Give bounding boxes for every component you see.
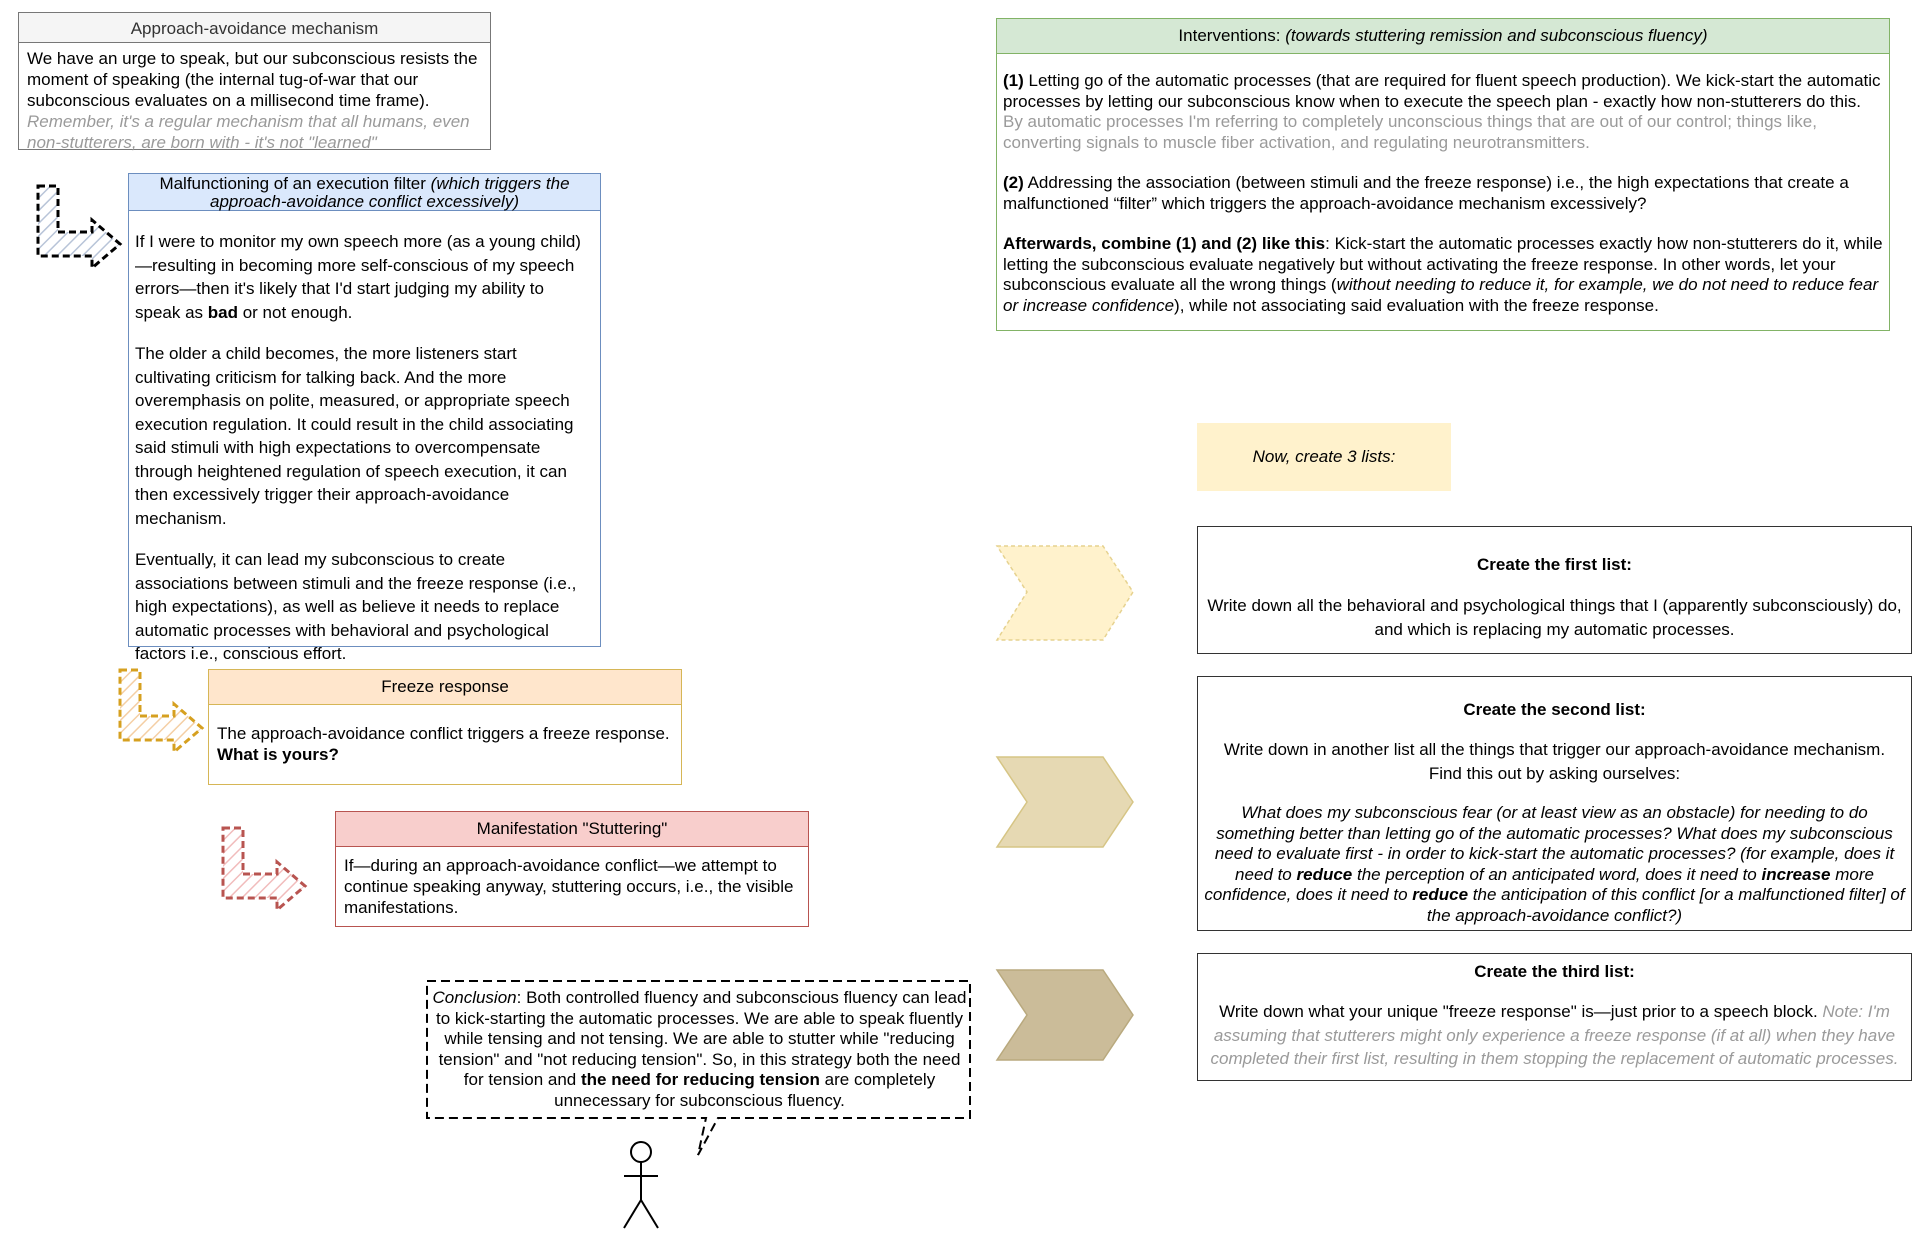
approach-avoidance-text: We have an urge to speak, but our subconscious resists the moment of speaking (the internal tug-of-war that our subconscious evaluates on a millisecond time frame). [27,49,478,110]
list3-note: Note: I'm assuming that stutterers might only experience a freeze response (if at all) when they have completed their first list, resulting in them stopping the replacement of automatic processes. [1210,1002,1899,1068]
conclusion-text-bold: the need for reducing tension [580,1070,820,1089]
freeze-response-box [208,669,682,785]
list2-title: Create the second list: [1463,700,1646,719]
intervention-combine [1003,234,1883,316]
malfunction-p3: Eventually, it can lead my subconscious to create associations between stimuli and the freeze response (i.e., high expectations), as well as believe it needs to replace automatic processes with behavioral and psychological factors i.e., conscious effort. [135,550,577,663]
malfunction-title-plain: Malfunctioning of an execution filter [159,174,431,193]
list2-q-b2: increase [1761,864,1831,884]
intervention-1 [1003,71,1883,112]
list2-q-d: more confidence, does it need to [1204,864,1874,904]
malfunction-body [129,211,600,666]
list2-q-e: the anticipation of this conflict [or a malfunctioned filter] of the approach-avoidance conflict?) [1426,885,1905,925]
freeze-response-body [209,705,681,769]
now-create-lists-label [1197,423,1451,491]
intervention-2-num: (2) [1003,173,1024,192]
list2-q-c: the perception of an anticipated word, does it need to [1352,864,1762,884]
manifestation-title: Manifestation "Stuttering" [336,812,808,847]
list3-body [1198,1000,1911,1071]
list2-q-b1: reduce [1296,864,1353,884]
conclusion-text-b: are completely unnecessary for subconscious fluency. [554,1070,936,1110]
malfunction-title-italic: (which triggers the approach-avoidance conflict excessively) [210,174,570,211]
approach-avoidance-body [19,43,490,157]
malfunction-p1-bold: bad [207,302,238,322]
freeze-response-question [217,744,673,765]
interventions-title [997,19,1889,54]
list1-box [1197,526,1912,654]
manifestation-text: If—during an approach-avoidance conflict—we attempt to continue speaking anyway, stuttering occurs, i.e., the visible manifestations. [344,856,794,917]
intervention-combine-a: : Kick-start the automatic processes exactly how non-stutterers do it, while letting the subconscious evaluate negatively but without activating the freeze response. In other words, let your subconscious evaluate all the wrong things ( [1003,234,1883,294]
freeze-response-title: Freeze response [209,670,681,705]
malfunction-p1 [135,230,594,324]
intervention-1-num: (1) [1003,71,1024,90]
intervention-combine-bold: Afterwards, combine (1) and (2) like this [1003,234,1326,253]
list2-q-a: What does my subconscious fear (or at least view as an obstacle) for needing to do something better than letting go of the automatic processes? What does my subconscious need to evaluate first - in order to kick-start the automatic processes? (for example, does it need to [1214,803,1895,884]
manifestation-body [336,847,808,922]
list3-body-text: Write down what your unique "freeze response" is—just prior to a speech block. [1219,1002,1823,1021]
freeze-response-text: The approach-avoidance conflict triggers a freeze response. [217,724,670,743]
malfunction-p2: The older a child becomes, the more listeners start cultivating criticism for talking back. And the more overemphasis on polite, measured, or appropriate speech execution regulation. It could result in the child associating said stimuli with high expectations to overcompensate through heightened regulation of speech execution, it can then excessively trigger their approach-avoidance mechanism. [135,344,574,528]
manifestation-box [335,811,809,927]
interventions-title-plain: Interventions: [1178,26,1286,45]
intervention-combine-b: ), while not associating said evaluation with the freeze response. [1174,295,1659,315]
intervention-combine-italic: without needing to reduce it, for example, we do not need to reduce fear or increase confidence [1003,275,1879,315]
interventions-title-italic: (towards stuttering remission and subconscious fluency) [1285,26,1708,45]
intervention-1-text: Letting go of the automatic processes (that are required for fluent speech production). We kick-start the automatic processes by letting our subconscious know when to execute the speech plan - exactly how non-stutterers do this. [1003,71,1881,111]
list2-question [1198,803,1911,926]
malfunction-p1-b: or not enough. [238,302,353,322]
list3-title: Create the third list: [1474,962,1635,981]
intervention-2-text: Addressing the association (between stimuli and the freeze response) i.e., the high expectations that create a malfunctioned “filter” which triggers the approach-avoidance mechanism excessively? [1003,173,1849,213]
stick-figure-icon [618,1140,664,1232]
intervention-1-note: By automatic processes I'm referring to completely unconscious things that are out of our control; things like, converting signals to muscle fiber activation, and regulating neurotransmitters. [1003,112,1817,152]
intervention-2 [1003,173,1883,214]
approach-avoidance-note: Remember, it's a regular mechanism that all humans, even non-stutterers, are born with - it's not "learned" [27,112,470,152]
bent-arrow-red-icon [215,822,311,914]
malfunction-box [128,173,601,663]
interventions-box [996,18,1890,331]
now-create-lists-text: Now, create 3 lists: [1252,447,1396,466]
list2-box [1197,676,1912,931]
approach-avoidance-box [18,12,491,150]
chevron-mid [995,755,1137,851]
freeze-response-question-bold: What is yours? [217,745,339,764]
chevron-dark [995,968,1137,1064]
list1-body: Write down all the behavioral and psychological things that I (apparently subconsciously) do, and which is replacing my automatic processes. [1207,596,1902,639]
approach-avoidance-title: Approach-avoidance mechanism [19,13,490,43]
conclusion-text [432,988,967,1111]
malfunction-p1-a: If I were to monitor my own speech more (as a young child)—resulting in becoming more self-conscious of my speech errors—then it's likely that I'd start judging my ability to speak as [135,232,581,322]
list2-body: Write down in another list all the things that trigger our approach-avoidance mechanism. Find this out by asking ourselves: [1223,740,1886,783]
interventions-body [997,54,1889,316]
malfunction-title [129,174,600,211]
bent-arrow-orange-icon [112,664,208,756]
bent-arrow-black-icon [30,180,126,272]
list3-box [1197,953,1912,1081]
list1-title: Create the first list: [1477,555,1632,574]
conclusion-label: Conclusion [432,988,517,1007]
list2-q-b3: reduce [1412,885,1469,904]
chevron-light [995,544,1137,644]
conclusion-text-a: : Both controlled fluency and subconscious fluency can lead to kick-starting the automatic processes. We are able to speak fluently while tensing and not tensing. We are able to stutter while "reducing tension" and "not reducing tension". So, in this strategy both the need for tension and [436,988,967,1089]
